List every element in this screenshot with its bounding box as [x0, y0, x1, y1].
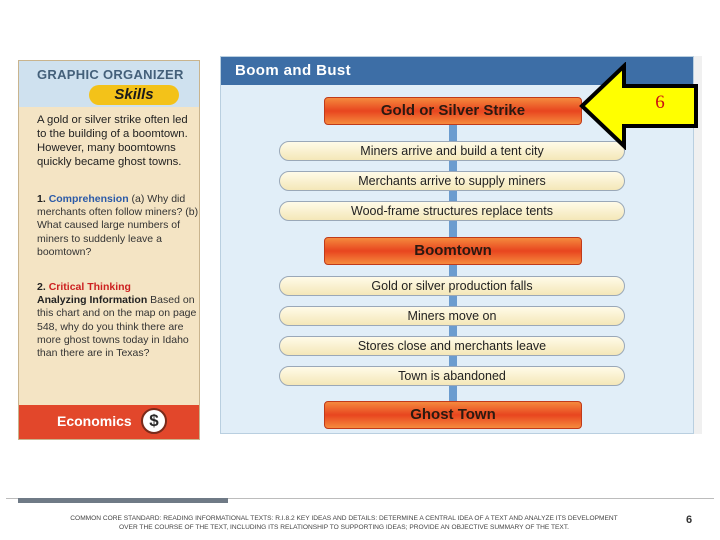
economics-footer	[19, 405, 199, 439]
callout-number: 6	[655, 92, 665, 113]
common-core-standard	[24, 514, 664, 532]
economics-label: Economics	[57, 413, 132, 429]
callout-arrow-icon	[578, 62, 700, 150]
question-2-subterm: Analyzing Information	[37, 294, 148, 307]
chart-title: Boom and Bust	[235, 62, 352, 79]
question-1-term: Comprehension	[48, 193, 129, 205]
organizer-title: GRAPHIC ORGANIZER	[37, 67, 184, 82]
question-1-number: 1.	[37, 193, 46, 205]
flow-step: Town is abandoned	[279, 366, 625, 386]
flow-step: Gold or silver production falls	[279, 276, 625, 296]
question-1	[37, 193, 199, 259]
flow-stage: Gold or Silver Strike	[324, 97, 582, 125]
flow-step: Stores close and merchants leave	[279, 336, 625, 356]
standard-line-1: COMMON CORE STANDARD: READING INFORMATIONAL TEXTS: R.I.8.2 KEY IDEAS AND DETAILS: DETERMINE A CENTRAL IDEA OF A TEXT AND ANALYZE ITS DEVELOPMENT	[70, 515, 618, 522]
page-number: 6	[686, 514, 693, 526]
flow-step: Miners move on	[279, 306, 625, 326]
standard-line-2: OVER THE COURSE OF THE TEXT, INCLUDING ITS RELATIONSHIP TO SUPPORTING IDEAS; PROVIDE AN OBJECTIVE SUMMARY OF THE TEXT.	[119, 524, 569, 531]
flow-stage: Boomtown	[324, 237, 582, 265]
graphic-organizer-panel	[18, 60, 200, 440]
question-2	[37, 281, 199, 360]
question-2-text: Based on this chart and on the map on page 548, why do you think there are more ghost towns today in Idaho than there are in Texas?	[37, 294, 197, 360]
skills-badge: Skills	[89, 85, 179, 105]
question-1-text: (a) Why did merchants often follow miners? (b) What caused large numbers of miners to suddenly leave a boomtown?	[37, 193, 199, 258]
flow-step: Miners arrive and build a tent city	[279, 141, 625, 161]
flow-step: Merchants arrive to supply miners	[279, 171, 625, 191]
question-2-number: 2.	[37, 281, 46, 293]
organizer-intro: A gold or silver strike often led to the building of a boomtown. However, many boomtowns quickly became ghost towns.	[37, 114, 188, 168]
dollar-icon: $	[141, 408, 167, 434]
flow-stage: Ghost Town	[324, 401, 582, 429]
question-2-term: Critical Thinking	[48, 281, 131, 293]
organizer-header	[19, 61, 199, 107]
flow-step: Wood-frame structures replace tents	[279, 201, 625, 221]
footer-accent	[18, 498, 228, 503]
